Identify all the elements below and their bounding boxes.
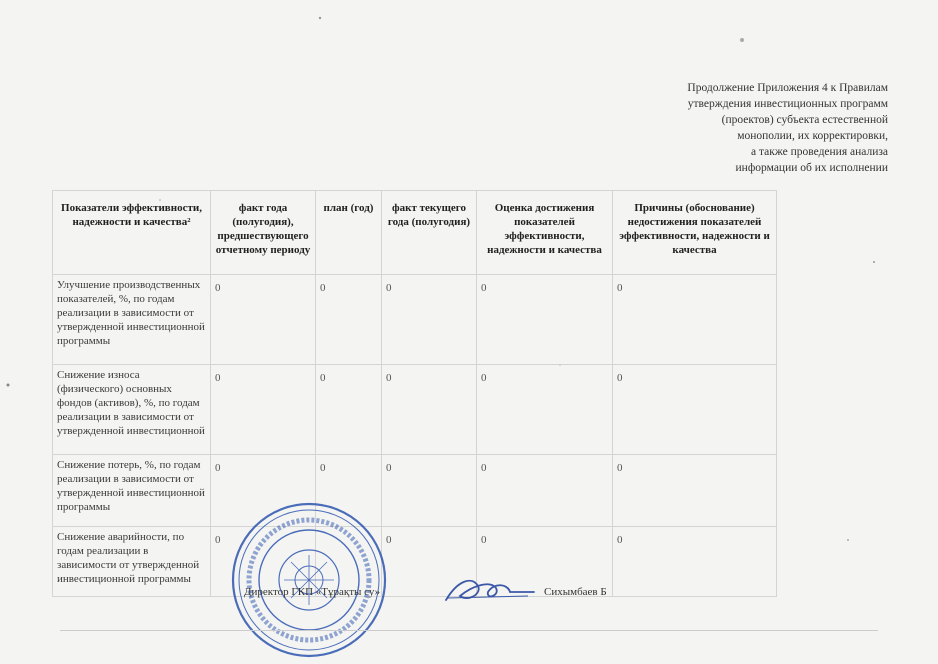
- header-line: информации об их исполнении: [735, 162, 888, 174]
- header-assessment: Оценка достижения показателей эффективности, надежности и качества: [477, 191, 613, 275]
- table-row: [53, 527, 777, 597]
- signatory-position: Директор ГКП «Тұрақты су»: [244, 586, 381, 598]
- cell-value: 0: [613, 455, 777, 527]
- table-row: [53, 365, 777, 455]
- cell-value: 0: [613, 527, 777, 597]
- page-divider: [60, 630, 878, 631]
- cell-value: 0: [382, 527, 477, 597]
- cell-value: 0: [613, 365, 777, 455]
- header-reasons: Причины (обоснование) недостижения показателей эффективности, надежности и качества: [613, 191, 777, 275]
- header-line: (проектов) субъекта естественной: [721, 114, 888, 126]
- cell-value: 0: [477, 365, 613, 455]
- cell-value: 0: [211, 365, 316, 455]
- table-row: [53, 275, 777, 365]
- cell-value: 0: [316, 275, 382, 365]
- cell-value: 0: [211, 455, 316, 527]
- header-line: а также проведения анализа: [750, 146, 888, 158]
- header-plan: план (год): [316, 191, 382, 275]
- signature-icon: [438, 574, 538, 608]
- table-header-row: [53, 191, 777, 275]
- cell-value: 0: [477, 275, 613, 365]
- header-line: Продолжение Приложения 4 к Правилам: [687, 82, 888, 94]
- header-fact-previous: факт года (полугодия), предшествующего отчетному периоду: [211, 191, 316, 275]
- signatory-name: Сихымбаев Б: [544, 586, 607, 598]
- cell-value: 0: [211, 275, 316, 365]
- row-label: Снижение износа (физического) основных фондов (активов), %, по годам реализации в зависимости от утвержденной инвестиционной: [53, 365, 211, 455]
- header-fact-current: факт текущего года (полугодия): [382, 191, 477, 275]
- header-line: утверждения инвестиционных программ: [687, 98, 888, 110]
- cell-value: 0: [316, 365, 382, 455]
- cell-value: 0: [211, 527, 316, 597]
- cell-value: 0: [382, 365, 477, 455]
- cell-value: 0: [477, 455, 613, 527]
- header-line: монополии, их корректировки,: [737, 130, 888, 142]
- cell-value: 0: [382, 275, 477, 365]
- indicators-table: [52, 190, 777, 597]
- organization-stamp-icon: [224, 500, 394, 660]
- row-label: Снижение аварийности, по годам реализации в зависимости от утвержденной инвестиционной программы: [53, 527, 211, 597]
- cell-value: 0: [382, 455, 477, 527]
- row-label: Улучшение производственных показателей, %, по годам реализации в зависимости от утвержденной инвестиционной программы: [53, 275, 211, 365]
- cell-value: 0: [316, 455, 382, 527]
- cell-value: 0: [613, 275, 777, 365]
- table-row: [53, 455, 777, 527]
- header-indicators: Показатели эффективности, надежности и качества²: [53, 191, 211, 275]
- cell-value: 0: [477, 527, 613, 597]
- appendix-header: [628, 80, 888, 176]
- row-label: Снижение потерь, %, по годам реализации в зависимости от утвержденной инвестиционной программы: [53, 455, 211, 527]
